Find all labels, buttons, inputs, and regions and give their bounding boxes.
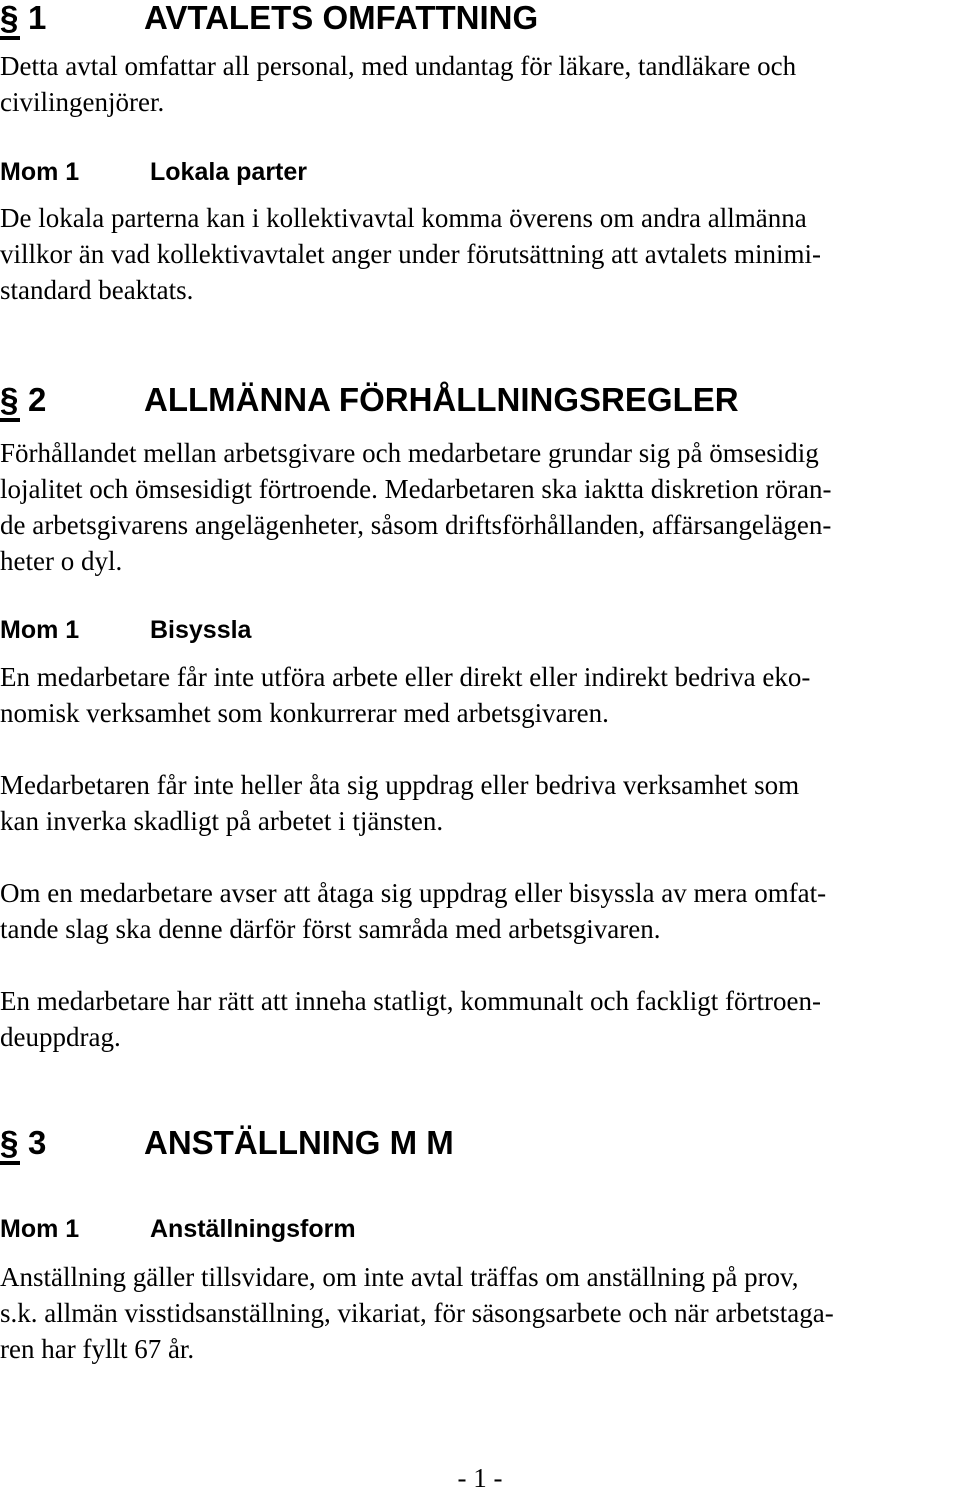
section-title: ANSTÄLLNING M M	[144, 1124, 454, 1161]
section-number: 2	[28, 381, 47, 418]
section-3-paragraph-1	[0, 1259, 960, 1367]
text-line: Om en medarbetare avser att åtaga sig uppdrag eller bisyssla av mera omfat-	[0, 878, 827, 908]
section-1-heading	[0, 0, 538, 36]
text-line: civilingenjörer.	[0, 87, 165, 117]
section-1-mom-1-heading	[0, 157, 307, 187]
text-line: nomisk verksamhet som konkurrerar med arbetsgivaren.	[0, 698, 609, 728]
mom-label: Mom 1	[0, 616, 80, 644]
section-2-paragraph-1	[0, 659, 960, 731]
text-line: kan inverka skadligt på arbetet i tjänsten.	[0, 806, 444, 836]
text-line: s.k. allmän visstidsanställning, vikariat, för säsongsarbete och när arbetstaga-	[0, 1298, 834, 1328]
section-number: 1	[28, 0, 47, 36]
text-line: de arbetsgivarens angelägenheter, såsom driftsförhållanden, affärsangelägen-	[0, 510, 832, 540]
text-line: villkor än vad kollektivavtalet anger under förutsättning att avtalets minimi-	[0, 239, 822, 269]
text-line: En medarbetare har rätt att inneha statligt, kommunalt och fackligt förtroen-	[0, 986, 821, 1016]
section-2-intro	[0, 435, 960, 579]
text-line: heter o dyl.	[0, 546, 123, 576]
section-2-heading	[0, 382, 739, 418]
text-line: Anställning gäller tillsvidare, om inte avtal träffas om anställning på prov,	[0, 1262, 799, 1292]
section-symbol: § §	[0, 0, 22, 36]
page-number: - 1 -	[457, 1463, 503, 1493]
text-line: tande slag ska denne därför först samråda med arbetsgivaren.	[0, 914, 661, 944]
text-line: standard beaktats.	[0, 275, 194, 305]
section-2-paragraph-2	[0, 767, 960, 839]
section-3-mom-1-heading	[0, 1214, 356, 1244]
section-1-intro	[0, 48, 960, 120]
section-2-paragraph-3	[0, 875, 960, 947]
section-symbol: § §	[0, 382, 22, 418]
mom-label: Mom 1	[0, 158, 80, 186]
section-title: ALLMÄNNA FÖRHÅLLNINGSREGLER	[144, 381, 739, 418]
text-line: lojalitet och ömsesidigt förtroende. Medarbetaren ska iaktta diskretion röran-	[0, 474, 832, 504]
section-symbol: § §	[0, 1125, 22, 1161]
text-line: deuppdrag.	[0, 1022, 121, 1052]
text-line: De lokala parterna kan i kollektivavtal komma överens om andra allmänna	[0, 203, 807, 233]
section-2-paragraph-4	[0, 983, 960, 1055]
text-line: Medarbetaren får inte heller åta sig uppdrag eller bedriva verksamhet som	[0, 770, 800, 800]
mom-title: Anställningsform	[150, 1215, 356, 1243]
section-title: AVTALETS OMFATTNING	[144, 0, 539, 36]
mom-label: Mom 1	[0, 1215, 80, 1243]
text-line: Detta avtal omfattar all personal, med undantag för läkare, tandläkare och	[0, 51, 797, 81]
mom-title: Bisyssla	[150, 616, 252, 644]
text-line: ren har fyllt 67 år.	[0, 1334, 195, 1364]
section-3-heading	[0, 1125, 454, 1161]
section-2-mom-1-heading	[0, 615, 251, 645]
text-line: Förhållandet mellan arbetsgivare och medarbetare grundar sig på ömsesidig	[0, 438, 819, 468]
mom-title: Lokala parter	[150, 158, 308, 186]
text-line: En medarbetare får inte utföra arbete eller direkt eller indirekt bedriva eko-	[0, 662, 811, 692]
section-1-mom-1-text	[0, 200, 960, 308]
section-number: 3	[28, 1124, 47, 1161]
